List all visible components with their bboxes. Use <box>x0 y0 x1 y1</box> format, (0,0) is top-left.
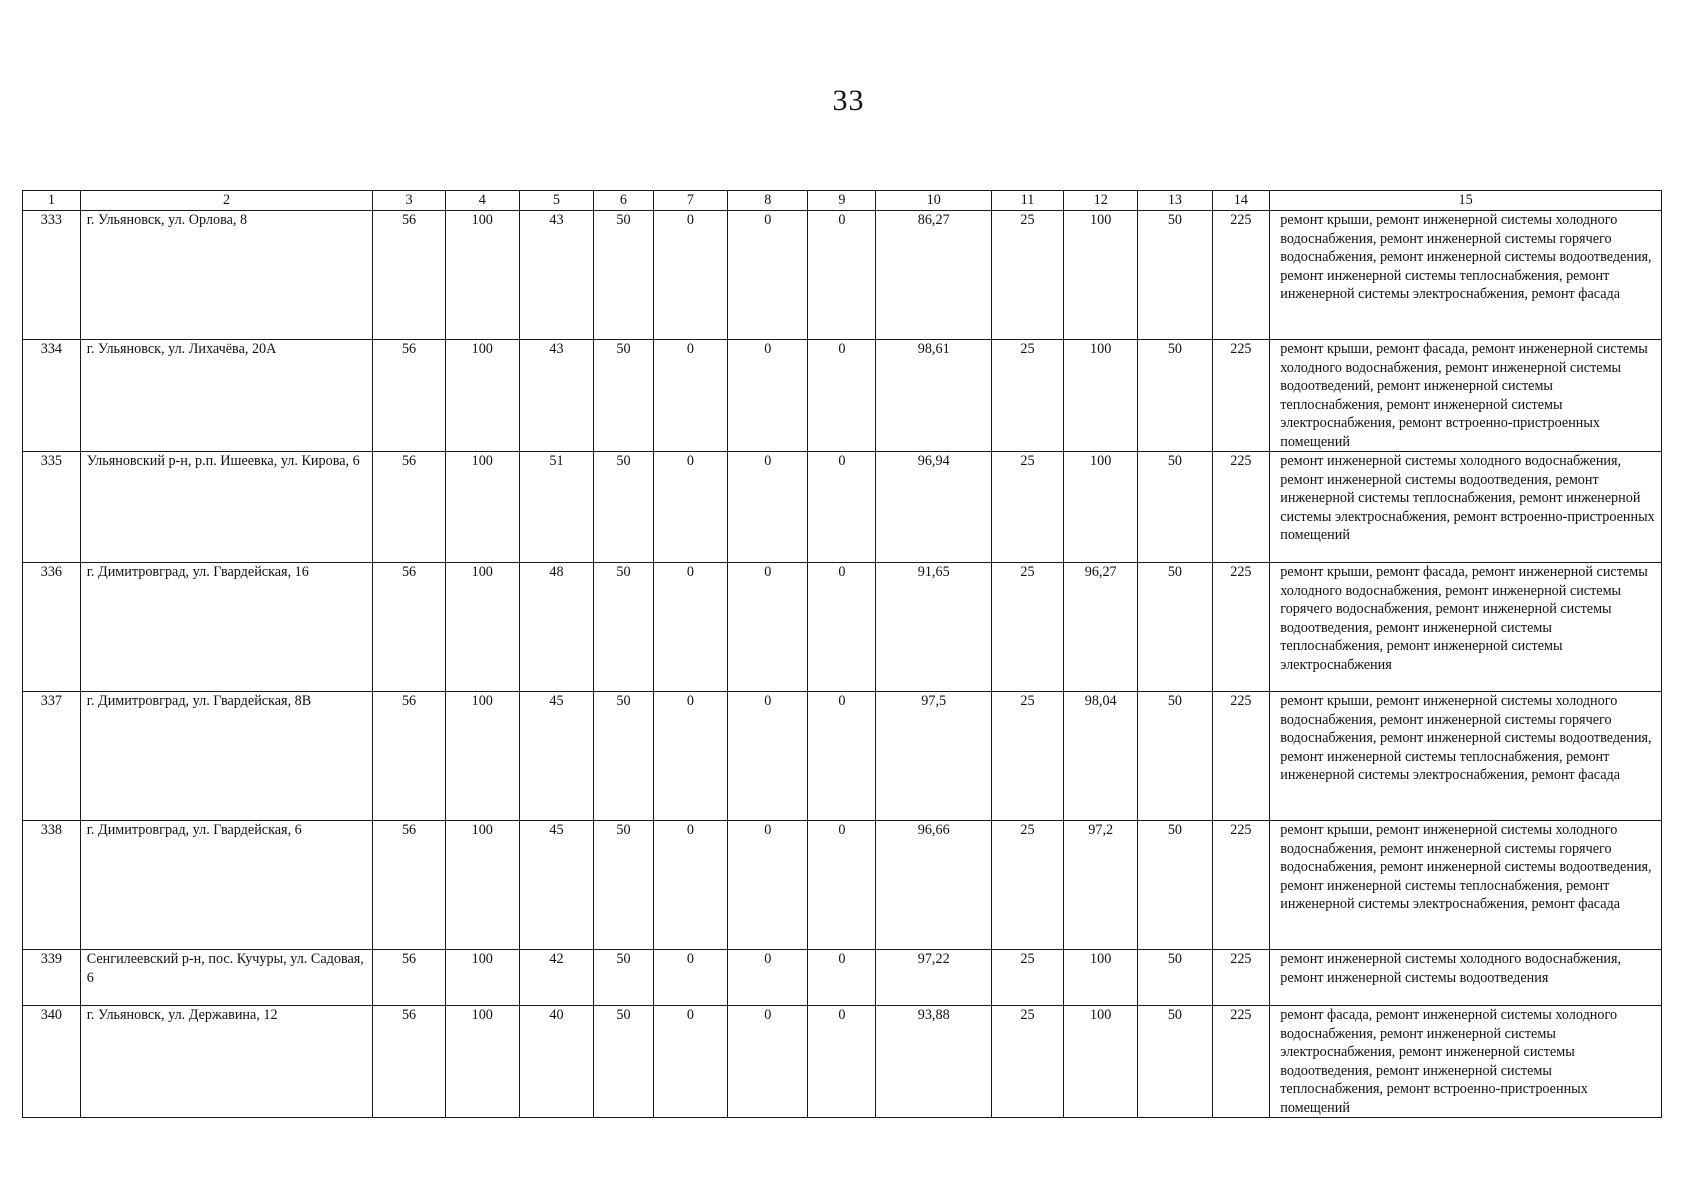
value-cell: 50 <box>594 563 654 692</box>
value-cell: 96,27 <box>1064 563 1138 692</box>
value-cell: 56 <box>373 452 445 563</box>
value-cell: 50 <box>1138 692 1212 821</box>
value-cell: 56 <box>373 340 445 452</box>
table-row <box>23 563 1662 692</box>
value-cell: 0 <box>808 563 876 692</box>
address-cell: г. Ульяновск, ул. Лихачёва, 20А <box>80 340 373 452</box>
row-number: 335 <box>23 452 81 563</box>
value-cell: 50 <box>1138 211 1212 340</box>
address-cell: г. Ульяновск, ул. Орлова, 8 <box>80 211 373 340</box>
column-header: 15 <box>1270 191 1662 211</box>
value-cell: 100 <box>445 452 519 563</box>
column-header: 4 <box>445 191 519 211</box>
row-number: 336 <box>23 563 81 692</box>
value-cell: 0 <box>653 821 727 950</box>
row-number: 339 <box>23 950 81 1006</box>
value-cell: 98,61 <box>876 340 991 452</box>
value-cell: 50 <box>594 452 654 563</box>
value-cell: 0 <box>808 211 876 340</box>
value-cell: 0 <box>728 950 808 1006</box>
value-cell: 56 <box>373 563 445 692</box>
value-cell: 25 <box>991 821 1063 950</box>
value-cell: 225 <box>1212 950 1270 1006</box>
value-cell: 50 <box>594 821 654 950</box>
value-cell: 50 <box>1138 950 1212 1006</box>
value-cell: 0 <box>653 1006 727 1118</box>
value-cell: 50 <box>594 211 654 340</box>
value-cell: 225 <box>1212 692 1270 821</box>
value-cell: 25 <box>991 452 1063 563</box>
value-cell: 100 <box>1064 340 1138 452</box>
value-cell: 25 <box>991 692 1063 821</box>
column-header: 7 <box>653 191 727 211</box>
works-cell: ремонт фасада, ремонт инженерной системы холодного водоснабжения, ремонт инженерной системы электроснабжения, ремонт инженерной системы водоотведения, ремонт инженерной системы теплоснабжения, ремонт встроенно-пристроенных помещений <box>1270 1006 1662 1118</box>
value-cell: 100 <box>1064 950 1138 1006</box>
row-number: 333 <box>23 211 81 340</box>
table-row <box>23 211 1662 340</box>
works-cell: ремонт инженерной системы холодного водоснабжения, ремонт инженерной системы водоотведения <box>1270 950 1662 1006</box>
value-cell: 0 <box>808 1006 876 1118</box>
column-header: 2 <box>80 191 373 211</box>
value-cell: 56 <box>373 692 445 821</box>
value-cell: 0 <box>728 821 808 950</box>
table-row <box>23 452 1662 563</box>
address-cell: г. Димитровград, ул. Гвардейская, 16 <box>80 563 373 692</box>
value-cell: 97,2 <box>1064 821 1138 950</box>
value-cell: 25 <box>991 563 1063 692</box>
column-header: 10 <box>876 191 991 211</box>
value-cell: 100 <box>1064 452 1138 563</box>
value-cell: 91,65 <box>876 563 991 692</box>
value-cell: 0 <box>728 211 808 340</box>
column-header: 1 <box>23 191 81 211</box>
value-cell: 0 <box>653 452 727 563</box>
value-cell: 56 <box>373 821 445 950</box>
value-cell: 0 <box>808 692 876 821</box>
row-number: 337 <box>23 692 81 821</box>
value-cell: 25 <box>991 950 1063 1006</box>
value-cell: 100 <box>1064 211 1138 340</box>
column-header: 8 <box>728 191 808 211</box>
value-cell: 225 <box>1212 211 1270 340</box>
value-cell: 56 <box>373 1006 445 1118</box>
value-cell: 45 <box>519 821 593 950</box>
value-cell: 0 <box>808 950 876 1006</box>
value-cell: 225 <box>1212 452 1270 563</box>
column-header: 5 <box>519 191 593 211</box>
value-cell: 50 <box>594 1006 654 1118</box>
table-row <box>23 340 1662 452</box>
works-cell: ремонт крыши, ремонт фасада, ремонт инженерной системы холодного водоснабжения, ремонт инженерной системы горячего водоснабжения, ремонт инженерной системы водоотведения, ремонт инженерной системы теплоснабжения, ремонт инженерной системы электроснабжения <box>1270 563 1662 692</box>
value-cell: 40 <box>519 1006 593 1118</box>
address-cell: г. Димитровград, ул. Гвардейская, 8В <box>80 692 373 821</box>
value-cell: 0 <box>653 950 727 1006</box>
value-cell: 42 <box>519 950 593 1006</box>
row-number: 334 <box>23 340 81 452</box>
value-cell: 50 <box>1138 452 1212 563</box>
value-cell: 0 <box>653 340 727 452</box>
works-cell: ремонт крыши, ремонт фасада, ремонт инженерной системы холодного водоснабжения, ремонт инженерной системы водоотведений, ремонт инженерной системы теплоснабжения, ремонт инженерной системы электроснабжения, ремонт встроенно-пристроенных помещений <box>1270 340 1662 452</box>
value-cell: 0 <box>653 563 727 692</box>
value-cell: 50 <box>1138 821 1212 950</box>
value-cell: 100 <box>445 340 519 452</box>
value-cell: 0 <box>653 211 727 340</box>
value-cell: 100 <box>445 563 519 692</box>
value-cell: 86,27 <box>876 211 991 340</box>
row-number: 338 <box>23 821 81 950</box>
value-cell: 50 <box>594 692 654 821</box>
column-header: 12 <box>1064 191 1138 211</box>
table-row <box>23 1006 1662 1118</box>
address-cell: Сенгилеевский р-н, пос. Кучуры, ул. Садовая, 6 <box>80 950 373 1006</box>
value-cell: 225 <box>1212 821 1270 950</box>
value-cell: 0 <box>808 821 876 950</box>
value-cell: 100 <box>445 950 519 1006</box>
value-cell: 45 <box>519 692 593 821</box>
value-cell: 51 <box>519 452 593 563</box>
value-cell: 97,22 <box>876 950 991 1006</box>
value-cell: 225 <box>1212 1006 1270 1118</box>
value-cell: 56 <box>373 950 445 1006</box>
works-cell: ремонт крыши, ремонт инженерной системы холодного водоснабжения, ремонт инженерной системы горячего водоснабжения, ремонт инженерной системы водоотведения, ремонт инженерной системы теплоснабжения, ремонт инженерной системы электроснабжения, ремонт фасада <box>1270 692 1662 821</box>
column-header: 3 <box>373 191 445 211</box>
value-cell: 0 <box>728 692 808 821</box>
value-cell: 50 <box>594 950 654 1006</box>
value-cell: 0 <box>808 340 876 452</box>
value-cell: 96,94 <box>876 452 991 563</box>
column-number-row <box>23 191 1662 211</box>
value-cell: 0 <box>728 340 808 452</box>
value-cell: 98,04 <box>1064 692 1138 821</box>
page-number: 33 <box>832 84 865 117</box>
value-cell: 48 <box>519 563 593 692</box>
table-row <box>23 692 1662 821</box>
value-cell: 100 <box>445 1006 519 1118</box>
value-cell: 0 <box>808 452 876 563</box>
value-cell: 56 <box>373 211 445 340</box>
column-header: 9 <box>808 191 876 211</box>
value-cell: 93,88 <box>876 1006 991 1118</box>
value-cell: 0 <box>728 563 808 692</box>
value-cell: 100 <box>1064 1006 1138 1118</box>
column-header: 6 <box>594 191 654 211</box>
column-header: 14 <box>1212 191 1270 211</box>
value-cell: 0 <box>728 1006 808 1118</box>
value-cell: 25 <box>991 340 1063 452</box>
value-cell: 225 <box>1212 563 1270 692</box>
value-cell: 50 <box>1138 563 1212 692</box>
value-cell: 0 <box>728 452 808 563</box>
value-cell: 50 <box>1138 1006 1212 1118</box>
address-cell: г. Ульяновск, ул. Державина, 12 <box>80 1006 373 1118</box>
value-cell: 43 <box>519 340 593 452</box>
repair-register-table <box>22 190 1662 1118</box>
row-number: 340 <box>23 1006 81 1118</box>
works-cell: ремонт инженерной системы холодного водоснабжения, ремонт инженерной системы водоотведения, ремонт инженерной системы теплоснабжения, ремонт инженерной системы электроснабжения, ремонт встроенно-пристроенных помещений <box>1270 452 1662 563</box>
value-cell: 0 <box>653 692 727 821</box>
value-cell: 25 <box>991 1006 1063 1118</box>
address-cell: Ульяновский р-н, р.п. Ишеевка, ул. Кирова, 6 <box>80 452 373 563</box>
value-cell: 50 <box>594 340 654 452</box>
address-cell: г. Димитровград, ул. Гвардейская, 6 <box>80 821 373 950</box>
value-cell: 96,66 <box>876 821 991 950</box>
value-cell: 100 <box>445 692 519 821</box>
column-header: 11 <box>991 191 1063 211</box>
value-cell: 43 <box>519 211 593 340</box>
table-row <box>23 821 1662 950</box>
value-cell: 50 <box>1138 340 1212 452</box>
works-cell: ремонт крыши, ремонт инженерной системы холодного водоснабжения, ремонт инженерной системы горячего водоснабжения, ремонт инженерной системы водоотведения, ремонт инженерной системы теплоснабжения, ремонт инженерной системы электроснабжения, ремонт фасада <box>1270 211 1662 340</box>
value-cell: 100 <box>445 211 519 340</box>
column-header: 13 <box>1138 191 1212 211</box>
value-cell: 25 <box>991 211 1063 340</box>
table-row <box>23 950 1662 1006</box>
value-cell: 97,5 <box>876 692 991 821</box>
works-cell: ремонт крыши, ремонт инженерной системы холодного водоснабжения, ремонт инженерной системы горячего водоснабжения, ремонт инженерной системы водоотведения, ремонт инженерной системы теплоснабжения, ремонт инженерной системы электроснабжения, ремонт фасада <box>1270 821 1662 950</box>
value-cell: 225 <box>1212 340 1270 452</box>
value-cell: 100 <box>445 821 519 950</box>
